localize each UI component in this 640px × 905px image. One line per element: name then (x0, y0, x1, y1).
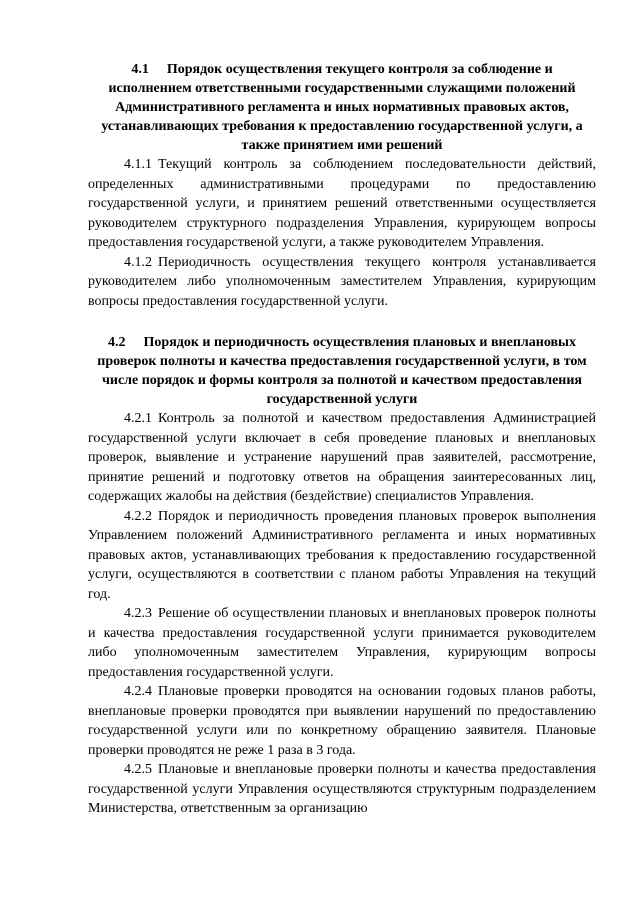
paragraph-4-2-3 (88, 604, 596, 682)
section-heading-4-2 (88, 333, 596, 409)
section-heading-4-1 (88, 60, 596, 155)
paragraph-number: 4.1.1 (124, 157, 152, 172)
paragraph-4-2-4 (88, 682, 596, 760)
section-title: Порядок осуществления текущего контроля за соблюдение и исполнением ответственными государственными служащими положений Административного регламента и иных нормативных правовых актов, устанавливающих требования к предоставлению государственной услуги, а также принятием ими решений (101, 62, 583, 153)
paragraph-text: Плановые и внеплановые проверки полноты и качества предоставления государственной услуги Управления осуществляются структурным подразделением Министерства, ответственным за организацию (88, 762, 596, 816)
paragraph-text: Порядок и периодичность проведения плановых проверок выполнения Управлением положений Административного регламента и иных нормативных правовых актов, устанавливающих требования к предоставлению государственной услуги, осуществляются в соответствии с планом работы Управления на текущий год. (88, 508, 596, 602)
paragraph-text: Контроль за полнотой и качеством предоставления Администрацией государственной услуги включает в себя проведение плановых и внеплановых проверок, выявление и устранение нарушений прав заявителей, рассмотрение, принятие решений и подготовку ответов на обращения заинтересованных лиц, содержащих жалобы на действия (бездействие) специалистов Управления. (88, 411, 596, 504)
paragraph-4-2-2 (88, 507, 596, 605)
paragraph-number: 4.2.2 (124, 508, 152, 524)
paragraph-4-1-1 (88, 155, 596, 253)
section-number: 4.1 (131, 62, 149, 77)
paragraph-number: 4.2.5 (124, 762, 152, 777)
section-title: Порядок и периодичность осуществления плановых и внеплановых проверок полноты и качества предоставления государственной услуги, в том числе порядок и формы контроля за полнотой и качеством предоставления государственной услуги (97, 335, 587, 407)
paragraph-number: 4.2.3 (124, 606, 152, 621)
paragraph-number: 4.2.4 (124, 684, 152, 699)
paragraph-number: 4.1.2 (124, 254, 152, 270)
paragraph-text: Периодичность осуществления текущего контроля устанавливается руководителем либо уполномоченным заместителем Управления, курирующим вопросы предоставления государственной услуги. (88, 254, 596, 309)
paragraph-text: Решение об осуществлении плановых и внеплановых проверок полноты и качества предоставления государственной услуги принимается руководителем либо уполномоченным заместителем Управления, курирующим вопросы предоставления государственной услуги. (88, 606, 596, 680)
document-page (88, 60, 596, 819)
section-number: 4.2 (108, 335, 126, 350)
paragraph-4-2-5 (88, 760, 596, 819)
section-spacer (88, 311, 596, 333)
paragraph-text: Плановые проверки проводятся на основании годовых планов работы, внеплановые проверки проводятся при выявлении нарушений по предоставлению государственной услуги или по конкретному обращению заявителя. Плановые проверки проводятся не реже 1 раза в 3 года. (88, 684, 596, 758)
paragraph-text: Текущий контроль за соблюдением последовательности действий, определенных административными процедурами по предоставлению государственной услуги, и принятием решений ответственными осуществляется руководителем структурного подразделения Управления, курирующем вопросы предоставления государственой услуги, а также руководителем Управления. (88, 157, 596, 250)
paragraph-4-2-1 (88, 409, 596, 507)
paragraph-number: 4.2.1 (124, 411, 152, 426)
paragraph-4-1-2 (88, 253, 596, 312)
